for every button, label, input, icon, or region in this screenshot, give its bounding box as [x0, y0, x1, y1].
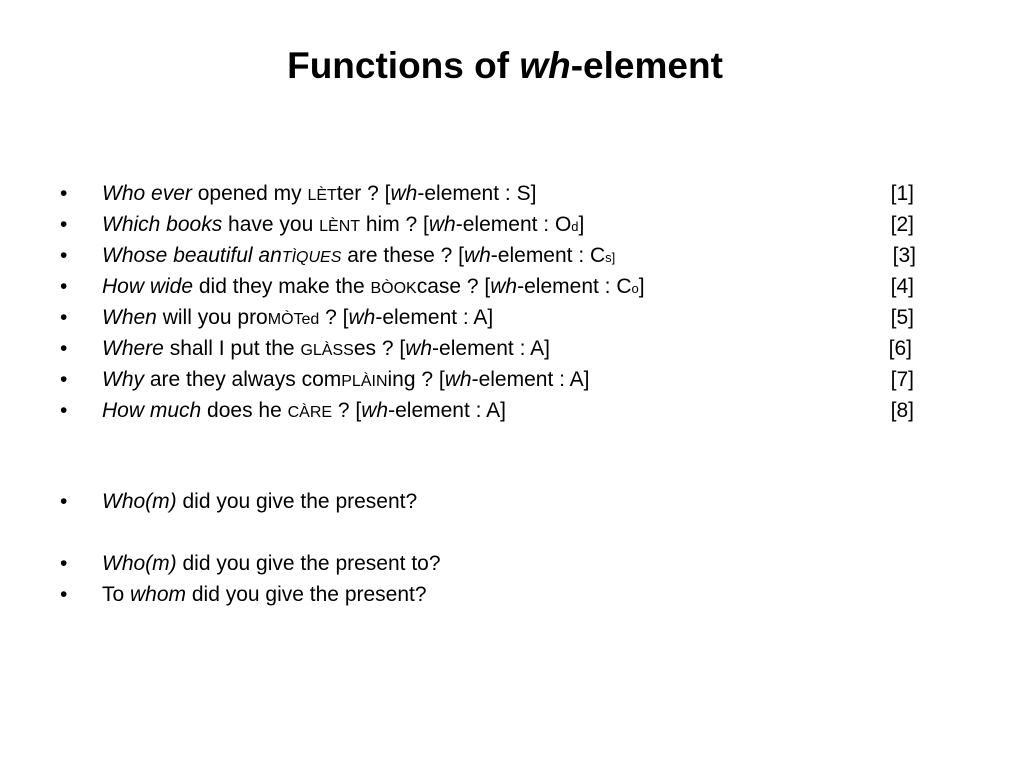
- wh-phrase: whom: [130, 583, 187, 606]
- example-sentence: [102, 333, 550, 366]
- bullet: •: [60, 552, 68, 575]
- extra-sentence: [102, 579, 427, 610]
- wh-phrase: How wide: [102, 275, 194, 298]
- list-item-7: [0, 364, 1024, 395]
- wh-label: wh: [463, 244, 491, 267]
- bullet: •: [60, 182, 68, 205]
- list-item-2: [0, 209, 1024, 240]
- sentence-text: did they make the: [193, 275, 371, 298]
- example-number: [8]: [890, 399, 914, 422]
- list-item-4: [0, 271, 1024, 302]
- wh-label: wh: [390, 182, 418, 205]
- sentence-text: es ? [: [353, 337, 406, 360]
- wh-phrase: Which books: [102, 213, 223, 236]
- wh-phrase: Where: [102, 337, 164, 360]
- function-label: -element : A]: [388, 399, 506, 422]
- list-item-8: [0, 395, 1024, 426]
- example-sentence: [102, 178, 536, 211]
- sentence-text: did you give the present?: [176, 490, 418, 513]
- title-italic: wh: [519, 45, 571, 86]
- list-item-1: [0, 178, 1024, 209]
- stressed-syllable: TÌQUES: [281, 249, 342, 266]
- sentence-text: did you give the present to?: [176, 552, 441, 575]
- stressed-syllable: MÒTed: [267, 311, 320, 328]
- example-sentence: [102, 364, 589, 397]
- function-label: -element : O: [455, 213, 572, 236]
- wh-label: wh: [444, 368, 472, 391]
- sentence-text: are these ? [: [341, 244, 464, 267]
- example-number: [5]: [890, 306, 914, 329]
- example-sentence: [102, 395, 506, 428]
- bullet: •: [60, 583, 68, 606]
- stressed-syllable: LÈNT: [319, 218, 361, 235]
- bullet: •: [60, 244, 68, 267]
- function-label: -element : A]: [375, 306, 494, 329]
- sentence-text: opened my: [191, 182, 308, 205]
- function-label: -element : C: [517, 275, 632, 298]
- sentence-text: have you: [222, 213, 320, 236]
- wh-label: wh: [428, 213, 456, 236]
- example-sentence: [102, 302, 493, 335]
- example-number: [6]: [888, 337, 912, 360]
- function-subscript: d: [571, 219, 579, 234]
- extra-item-3: [0, 579, 1024, 610]
- wh-phrase: How much: [102, 399, 202, 422]
- sentence-text: ? [: [332, 399, 362, 422]
- sentence-text: ing ? [: [387, 368, 445, 391]
- sentence-text: case ? [: [416, 275, 491, 298]
- stressed-syllable: BÒOK: [370, 280, 417, 297]
- list-item-3: [0, 240, 1024, 271]
- sentence-text: does he: [201, 399, 288, 422]
- function-subscript: o: [631, 281, 639, 296]
- function-label: -element : S]: [417, 182, 537, 205]
- wh-label: wh: [361, 399, 389, 422]
- list-item-6: [0, 333, 1024, 364]
- function-subscript: s]: [605, 250, 616, 265]
- bullet: •: [60, 337, 68, 360]
- sentence-text: ter ? [: [336, 182, 391, 205]
- sentence-text: him ? [: [360, 213, 429, 236]
- stressed-syllable: GLÀSS: [300, 342, 354, 359]
- title-suffix: -element: [570, 45, 723, 86]
- function-label: -element : A]: [432, 337, 550, 360]
- extra-item-2: [0, 548, 1024, 579]
- title-prefix: Functions of: [287, 45, 520, 86]
- sentence-text: shall I put the: [163, 337, 301, 360]
- bullet: •: [60, 306, 68, 329]
- sentence-text: ? [: [319, 306, 349, 329]
- extra-item-1: [0, 486, 1024, 517]
- list-item-5: [0, 302, 1024, 333]
- bullet: •: [60, 490, 68, 513]
- function-close: ]: [638, 275, 645, 298]
- bullet: •: [60, 399, 68, 422]
- example-number: [7]: [890, 368, 914, 391]
- extra-sentence: [102, 486, 417, 517]
- sentence-text: did you give the present?: [186, 583, 427, 606]
- wh-label: wh: [405, 337, 433, 360]
- function-label: -element : A]: [471, 368, 590, 391]
- example-sentence: [102, 209, 584, 242]
- example-number: [3]: [892, 244, 916, 267]
- stressed-syllable: LÈT: [307, 187, 337, 204]
- sentence-text: are they always com: [144, 368, 342, 391]
- wh-phrase: Who ever: [102, 182, 192, 205]
- example-number: [1]: [890, 182, 914, 205]
- wh-phrase: Why: [102, 368, 144, 391]
- extra-sentence: [102, 548, 441, 579]
- stressed-syllable: CÀRE: [287, 404, 333, 421]
- bullet: •: [60, 275, 68, 298]
- wh-label: wh: [490, 275, 518, 298]
- stressed-syllable: PLÀIN: [341, 373, 388, 390]
- example-number: [4]: [890, 275, 914, 298]
- wh-label: wh: [348, 306, 376, 329]
- wh-phrase: When: [102, 306, 157, 329]
- wh-phrase: Who(m): [102, 490, 177, 513]
- function-close: ]: [578, 213, 585, 236]
- bullet: •: [60, 213, 68, 236]
- example-number: [2]: [890, 213, 914, 236]
- bullet: •: [60, 368, 68, 391]
- example-sentence: [102, 271, 645, 304]
- slide-title: [0, 44, 1010, 88]
- sentence-text: will you pro: [156, 306, 268, 329]
- example-sentence: [102, 240, 615, 273]
- sentence-text: To: [102, 583, 131, 606]
- function-label: -element : C: [490, 244, 606, 267]
- wh-phrase: Whose beautiful an: [102, 244, 282, 267]
- wh-phrase: Who(m): [102, 552, 177, 575]
